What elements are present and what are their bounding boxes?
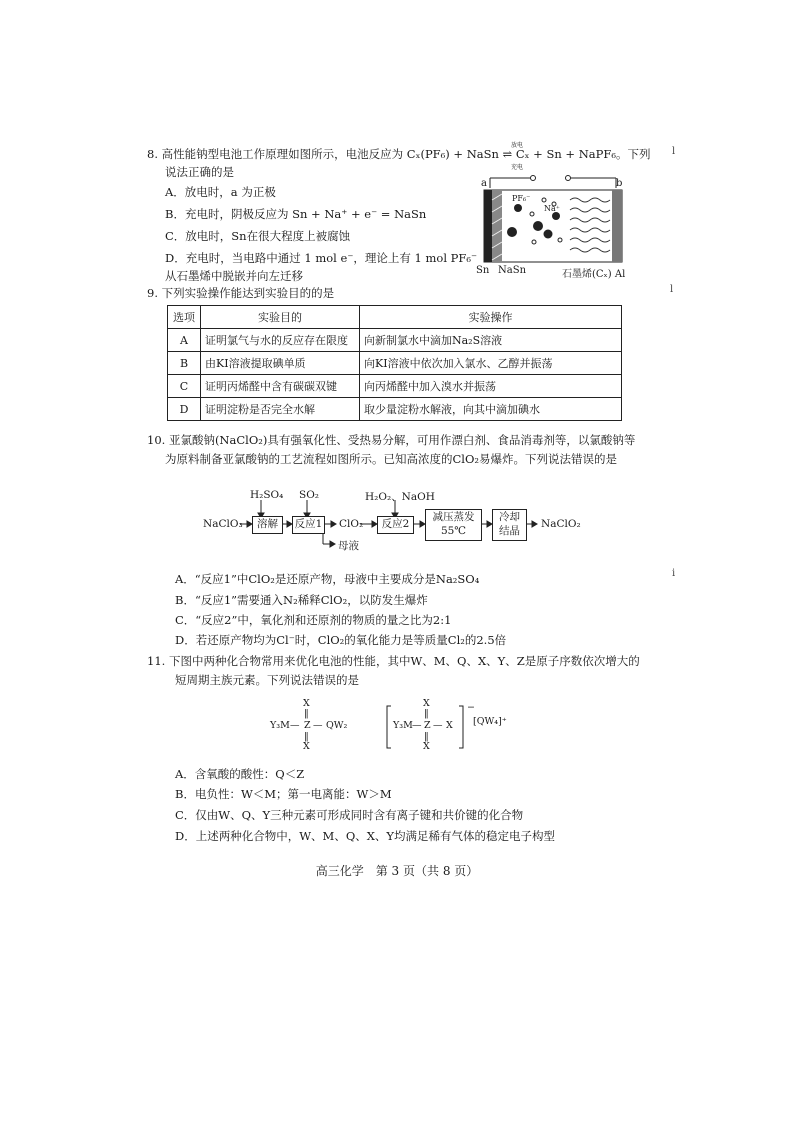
table-cell: 向KI溶液中依次加入氯水、乙醇并振荡 (360, 352, 622, 375)
q10-option-d: D．若还原产物均为Cl⁻时，ClO₂的氧化能力是等质量Cl₂的2.5倍 (175, 633, 507, 647)
table-cell: A (168, 329, 201, 352)
flow-step-reaction2: 反应2 (377, 516, 414, 534)
table-row (168, 352, 622, 375)
flow-reagent-h2o2: H₂O₂、NaOH (365, 491, 435, 503)
struct2-charge: − (467, 702, 475, 713)
q11-stem-line1: 11. 下图中两种化合物常用来优化电池的性能，其中W、M、Q、X、Y、Z是原子序数依次增大的 (147, 654, 640, 668)
structure-1 (262, 698, 372, 760)
q10-option-b: B．“反应1”需要通入N₂稀释ClO₂，以防发生爆炸 (175, 593, 428, 607)
table-cell: 证明丙烯醛中含有碳碳双键 (201, 375, 360, 398)
q8-option-d-cont: 从石墨烯中脱嵌并向左迁移 (165, 269, 303, 283)
ion-label-pf6: PF₆⁻ (512, 194, 531, 203)
battery-svg (478, 170, 628, 280)
table-cell: C (168, 375, 201, 398)
flow-start: NaClO₃ (203, 518, 243, 530)
table-header-cell: 实验操作 (360, 306, 622, 329)
experiment-table (167, 305, 622, 421)
struct2-qw4: [QW₄]⁺ (473, 716, 507, 727)
flow-step-evaporate (425, 509, 482, 541)
struct2-dash-left: — (412, 720, 422, 731)
table-header-cell: 实验目的 (201, 306, 360, 329)
flow-mid-clo2: ClO₂ (339, 518, 364, 530)
flow-product: NaClO₂ (541, 518, 581, 530)
struct1-bond-bottom: ‖ (304, 731, 309, 742)
q10-stem-line1: 10. 亚氯酸钠(NaClO₂)具有强氧化性、受热易分解，可用作漂白剂、食品消毒剂等，以氯酸钠等 (147, 433, 636, 447)
struct2-x-bottom: X (423, 741, 430, 752)
q11-option-d: D．上述两种化合物中，W、M、Q、X、Y均满足稀有气体的稳定电子构型 (175, 829, 556, 843)
table-cell: 由KI溶液提取碘单质 (201, 352, 360, 375)
q11-option-a: A．含氧酸的酸性：Q＜Z (175, 767, 305, 781)
struct1-qw2: QW₂ (326, 720, 348, 731)
table-row (168, 375, 622, 398)
structure-2 (385, 698, 535, 760)
table-cell: 向新制氯水中滴加Na₂S溶液 (360, 329, 622, 352)
struct1-z: Z (304, 720, 311, 731)
electrode-label-b: b (616, 178, 623, 189)
flow-step-crystallize (492, 509, 527, 541)
q8-option-c: C．放电时，Sn在很大程度上被腐蚀 (165, 229, 351, 243)
struct1-x-bottom: X (303, 741, 310, 752)
struct2-bond-bottom: ‖ (424, 731, 429, 742)
struct2-z: Z (424, 720, 431, 731)
arrow-under-label: 充电 (511, 164, 524, 171)
bottom-label-nasn: NaSn (498, 265, 527, 276)
q8-option-a: A．放电时，a 为正极 (165, 185, 276, 199)
bottom-label-sn: Sn (476, 265, 490, 276)
margin-mark: l (672, 146, 676, 157)
struct2-bond-top: ‖ (424, 708, 429, 719)
ion-label-na: Na⁺ (544, 204, 560, 213)
q9-stem: 9. 下列实验操作能达到实验目的的是 (147, 286, 335, 300)
table-cell: 证明淀粉是否完全水解 (201, 398, 360, 421)
struct2-x-right: X (446, 720, 453, 731)
flow-reagent-so2: SO₂ (299, 489, 320, 501)
flow-step-crystallize-line1: 冷却 (499, 511, 520, 523)
struct1-y3m: Y₃M (270, 720, 290, 731)
flow-reagent-h2so4: H₂SO₄ (250, 489, 284, 501)
q11-option-c: C．仅由W、Q、Y三种元素可形成同时含有离子键和共价键的化合物 (175, 808, 524, 822)
table-header-row (168, 306, 622, 329)
table-cell: 向丙烯醛中加入溴水并振荡 (360, 375, 622, 398)
q10-option-c: C．“反应2”中，氧化剂和还原剂的物质的量之比为2:1 (175, 613, 452, 627)
table-header-cell: 选项 (168, 306, 201, 329)
bottom-label-graphite: 石墨烯(Cₓ) Al (562, 269, 626, 280)
margin-mark: i (672, 568, 676, 579)
q11-option-b: B．电负性：W＜M；第一电离能：W＞M (175, 787, 392, 801)
flow-step-evaporate-line2: 55℃ (440, 525, 467, 537)
table-cell: 证明氯气与水的反应存在限度 (201, 329, 360, 352)
q8-stem-line2: 说法正确的是 (165, 165, 234, 179)
struct1-dash-right: — (313, 720, 323, 731)
arrow-over-label: 放电 (511, 142, 524, 149)
struct2-dash-right: — (433, 720, 443, 731)
table-row (168, 329, 622, 352)
battery-diagram (478, 170, 628, 280)
flow-step-reaction1: 反应1 (292, 516, 325, 534)
flow-step-evaporate-line1: 减压蒸发 (432, 511, 475, 523)
flow-byproduct: 母液 (338, 540, 359, 552)
q10-stem-line2: 为原料制备亚氯酸钠的工艺流程如图所示。已知高浓度的ClO₂易爆炸。下列说法错误的是 (165, 452, 618, 466)
struct1-bond-top: ‖ (304, 708, 309, 719)
q8-stem-line1: 8. 高性能钠型电池工作原理如图所示，电池反应为 Cₓ(PF₆) + NaSn ⇌ Cₓ + Sn + NaPF₆。下列 (147, 147, 651, 161)
q10-option-a: A．“反应1”中ClO₂是还原产物，母液中主要成分是Na₂SO₄ (175, 572, 480, 586)
struct1-dash-left: — (290, 720, 300, 731)
page-footer: 高三化学 第 3 页（共 8 页） (315, 864, 479, 878)
table-cell: 取少量淀粉水解液，向其中滴加碘水 (360, 398, 622, 421)
struct2-y3m: Y₃M (393, 720, 413, 731)
flow-step-dissolve: 溶解 (252, 516, 283, 534)
margin-mark: l (670, 284, 674, 295)
q8-option-d: D．充电时，当电路中通过 1 mol e⁻，理论上有 1 mol PF₆⁻ (165, 251, 478, 265)
struct1-x-top: X (303, 698, 310, 709)
q8-option-b: B．充电时，阴极反应为 Sn + Na⁺ + e⁻ = NaSn (165, 207, 427, 221)
electrode-label-a: a (481, 178, 487, 189)
table-cell: B (168, 352, 201, 375)
flow-step-crystallize-line2: 结晶 (499, 525, 520, 537)
struct2-x-top: X (423, 698, 430, 709)
table-row (168, 398, 622, 421)
q11-stem-line2: 短周期主族元素。下列说法错误的是 (175, 673, 359, 687)
table-cell: D (168, 398, 201, 421)
